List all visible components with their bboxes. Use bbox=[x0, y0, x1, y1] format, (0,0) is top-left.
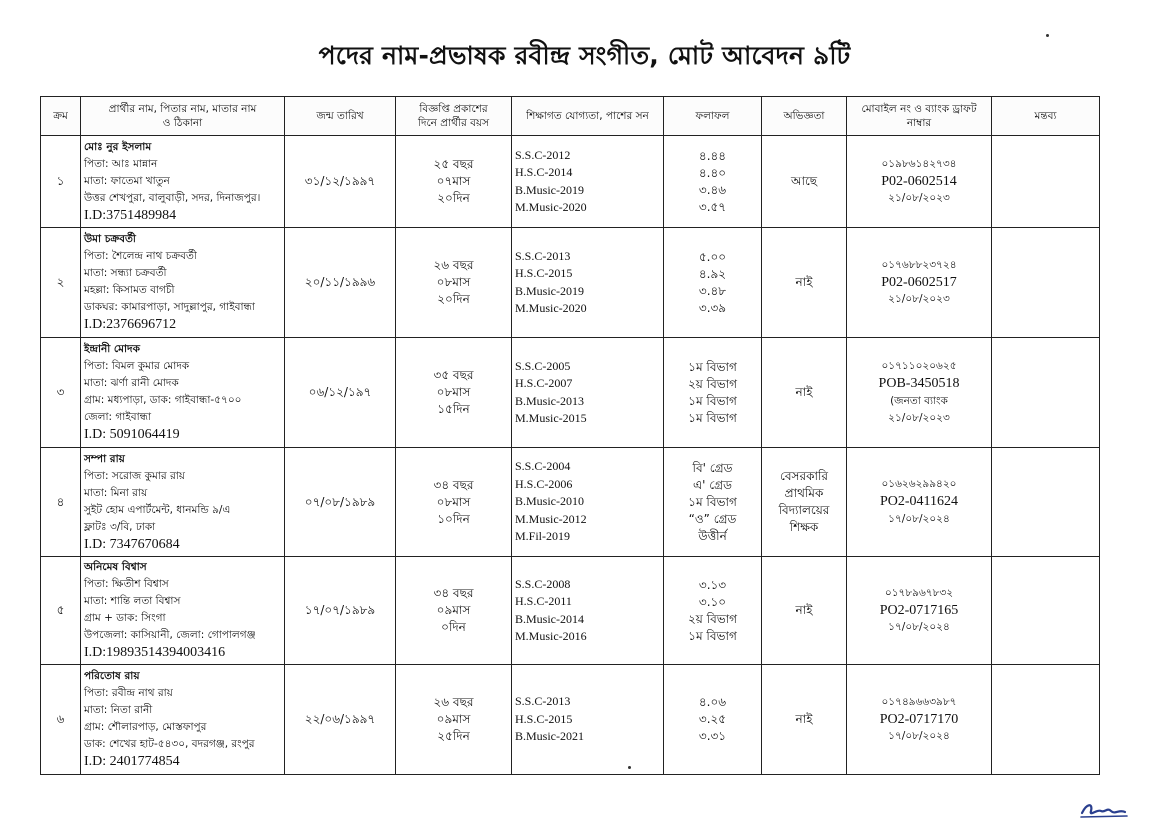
header-row bbox=[41, 97, 1100, 136]
result-cell: ৪.০৬ ৩.২৫ ৩.৩১ bbox=[664, 665, 762, 775]
remarks-cell bbox=[992, 136, 1100, 228]
applicant-name: অনিমেষ বিশ্বাস bbox=[84, 561, 147, 574]
applicant-cell: পরিতোষ রায় পিতা: রবীন্দ্র নাথ রায় মাতা: নিতা রানী গ্রাম: শৌলারপাড়, মোস্তফাপুর ডাক: শেখের হাট-৫৪৩০, বদরগঞ্জ, রংপুর I.D: 2401774854 bbox=[81, 665, 285, 775]
dob-cell: ২০/১১/১৯৯৬ bbox=[285, 228, 396, 338]
table-row bbox=[41, 136, 1100, 228]
remarks-cell bbox=[992, 665, 1100, 775]
result-cell: ৩.১৩ ৩.১০ ২য় বিভাগ ১ম বিভাগ bbox=[664, 557, 762, 665]
education-cell: S.S.C-2013 H.S.C-2015 B.Music-2019 M.Music-2020 bbox=[512, 228, 664, 338]
applicant-cell: অনিমেষ বিশ্বাস পিতা: ক্ষিতীশ বিশ্বাস মাতা: শান্তি লতা বিশ্বাস গ্রাম + ডাক: সিংগা উপজেলা: কাসিয়ানী, জেলা: গোপালগঞ্জ I.D:19893514394003416 bbox=[81, 557, 285, 665]
table-row bbox=[41, 338, 1100, 448]
applicant-cell: উমা চক্রবর্তী পিতা: শৈলেন্দ্র নাথ চক্রবর্তী মাতা: সন্ধ্যা চক্রবর্তী মহল্লা: কিসামত বাগচী ডাকঘর: কামারপাড়া, সাদুল্লাপুর, গাইবান্ধা I.D:2376696712 bbox=[81, 228, 285, 338]
mobile-cell: ০১৭৮৯৬৭৮৩২ PO2-0717165 ১৭/০৮/২০২৪ bbox=[847, 557, 992, 665]
applicant-cell: ইন্দ্রানী মোদক পিতা: বিমল কুমার মোদক মাতা: ঝর্ণা রানী মোদক গ্রাম: মধ্যপাড়া, ডাক: গাইবান্ধা-৫৭০০ জেলা: গাইবান্ধা I.D: 5091064419 bbox=[81, 338, 285, 448]
mobile-cell: ০১৯৮৬১৪২৭৩৪ P02-0602514 ২১/০৮/২০২৩ bbox=[847, 136, 992, 228]
result-cell: ১ম বিভাগ ২য় বিভাগ ১ম বিভাগ ১ম বিভাগ bbox=[664, 338, 762, 448]
table-row bbox=[41, 557, 1100, 665]
dob-cell: ২২/০৬/১৯৯৭ bbox=[285, 665, 396, 775]
remarks-cell bbox=[992, 557, 1100, 665]
mobile-cell: ০১৭১১০২০৬২৫ POB-3450518 (জনতা ব্যাংক ২১/০৮/২০২৩ bbox=[847, 338, 992, 448]
age-cell: ৩৪ বছর ০৮মাস ১০দিন bbox=[396, 448, 512, 557]
experience-cell: নাই bbox=[762, 557, 847, 665]
age-cell: ২৬ বছর ০৮মাস ২০দিন bbox=[396, 228, 512, 338]
header-experience: অভিজ্ঞতা bbox=[762, 97, 847, 136]
experience-cell: বেসরকারি প্রাথমিক বিদ্যালয়ের শিক্ষক bbox=[762, 448, 847, 557]
serial-cell: ১ bbox=[41, 136, 81, 228]
scan-speck bbox=[1046, 34, 1049, 37]
applicants-table bbox=[40, 96, 1100, 775]
result-cell: বি' গ্রেড এ' গ্রেড ১ম বিভাগ “ও” গ্রেড উত্তীর্ন bbox=[664, 448, 762, 557]
result-cell: ৫.০০ ৪.৯২ ৩.৪৮ ৩.৩৯ bbox=[664, 228, 762, 338]
education-cell: S.S.C-2012 H.S.C-2014 B.Music-2019 M.Music-2020 bbox=[512, 136, 664, 228]
age-cell: ৩৪ বছর ০৯মাস ০দিন bbox=[396, 557, 512, 665]
header-age: বিজ্ঞপ্তি প্রকাশের দিনে প্রার্থীর বয়স bbox=[396, 97, 512, 136]
applicant-name: ইন্দ্রানী মোদক bbox=[84, 343, 140, 356]
header-education: শিক্ষাগত যোগ্যতা, পাশের সন bbox=[512, 97, 664, 136]
serial-cell: ৩ bbox=[41, 338, 81, 448]
education-cell: S.S.C-2013 H.S.C-2015 B.Music-2021 bbox=[512, 665, 664, 775]
result-cell: ৪.৪৪ ৪.৪০ ৩.৪৬ ৩.৫৭ bbox=[664, 136, 762, 228]
table-row bbox=[41, 228, 1100, 338]
age-cell: ২৬ বছর ০৯মাস ২৫দিন bbox=[396, 665, 512, 775]
table-row bbox=[41, 448, 1100, 557]
education-cell: S.S.C-2004 H.S.C-2006 B.Music-2010 M.Music-2012 M.Fil-2019 bbox=[512, 448, 664, 557]
serial-cell: ৬ bbox=[41, 665, 81, 775]
mobile-cell: ০১৭৪৯৬৬৩৯৮৭ PO2-0717170 ১৭/০৮/২০২৪ bbox=[847, 665, 992, 775]
scan-speck bbox=[628, 766, 631, 769]
dob-cell: ০৭/০৮/১৯৮৯ bbox=[285, 448, 396, 557]
experience-cell: নাই bbox=[762, 228, 847, 338]
remarks-cell bbox=[992, 338, 1100, 448]
header-dob: জন্ম তারিখ bbox=[285, 97, 396, 136]
remarks-cell bbox=[992, 448, 1100, 557]
dob-cell: ৩১/১২/১৯৯৭ bbox=[285, 136, 396, 228]
experience-cell: নাই bbox=[762, 338, 847, 448]
header-applicant: প্রার্থীর নাম, পিতার নাম, মাতার নাম ও ঠিকানা bbox=[81, 97, 285, 136]
mobile-cell: ০১৬২৬২৯৯৪২০ PO2-0411624 ১৭/০৮/২০২৪ bbox=[847, 448, 992, 557]
serial-cell: ৫ bbox=[41, 557, 81, 665]
page-title: পদের নাম-প্রভাষক রবীন্দ্র সংগীত, মোট আবেদন ৯টি bbox=[318, 41, 851, 70]
table-row bbox=[41, 665, 1100, 775]
applicant-id: I.D:19893514394003416 bbox=[84, 645, 226, 661]
experience-cell: নাই bbox=[762, 665, 847, 775]
applicant-id: I.D:3751489984 bbox=[84, 207, 177, 223]
header-result: ফলাফল bbox=[664, 97, 762, 136]
applicant-name: পরিতোষ রায় bbox=[84, 670, 140, 683]
applicant-cell: মোঃ নুর ইসলাম পিতা: আঃ মান্নান মাতা: ফাতেমা খাতুন উত্তর শেখপুরা, বালুবাড়ী, সদর, দিনাজপুর। I.D:3751489984 bbox=[81, 136, 285, 228]
applicant-id: I.D:2376696712 bbox=[84, 317, 177, 333]
education-cell: S.S.C-2005 H.S.C-2007 B.Music-2013 M.Music-2015 bbox=[512, 338, 664, 448]
header-remarks: মন্তব্য bbox=[992, 97, 1100, 136]
header-serial: ক্রম bbox=[41, 97, 81, 136]
remarks-cell bbox=[992, 228, 1100, 338]
applicant-cell: সম্পা রায় পিতা: সরোজ কুমার রায় মাতা: মিনা রায় সুইট হোম এপার্টমেন্ট, ধানমন্ডি ৯/এ ফ্লাটঃ ৩/বি, ঢাকা I.D: 7347670684 bbox=[81, 448, 285, 557]
applicant-id: I.D: 7347670684 bbox=[84, 536, 180, 552]
header-mobile: মোবাইল নং ও ব্যাংক ড্রাফট নাম্বার bbox=[847, 97, 992, 136]
education-cell: S.S.C-2008 H.S.C-2011 B.Music-2014 M.Music-2016 bbox=[512, 557, 664, 665]
age-cell: ২৫ বছর ০৭মাস ২০দিন bbox=[396, 136, 512, 228]
age-cell: ৩৫ বছর ০৮মাস ১৫দিন bbox=[396, 338, 512, 448]
serial-cell: ২ bbox=[41, 228, 81, 338]
serial-cell: ৪ bbox=[41, 448, 81, 557]
experience-cell: আছে bbox=[762, 136, 847, 228]
dob-cell: ০৬/১২/১৯৭ bbox=[285, 338, 396, 448]
applicant-id: I.D: 5091064419 bbox=[84, 427, 180, 443]
signature-mark bbox=[1079, 797, 1129, 821]
mobile-cell: ০১৭৬৮৮২৩৭২৪ P02-0602517 ২১/০৮/২০২৩ bbox=[847, 228, 992, 338]
dob-cell: ১৭/০৭/১৯৮৯ bbox=[285, 557, 396, 665]
applicant-id: I.D: 2401774854 bbox=[84, 754, 180, 770]
applicant-name: উমা চক্রবর্তী bbox=[84, 233, 136, 246]
applicant-name: সম্পা রায় bbox=[84, 452, 125, 465]
applicant-name: মোঃ নুর ইসলাম bbox=[84, 140, 152, 153]
